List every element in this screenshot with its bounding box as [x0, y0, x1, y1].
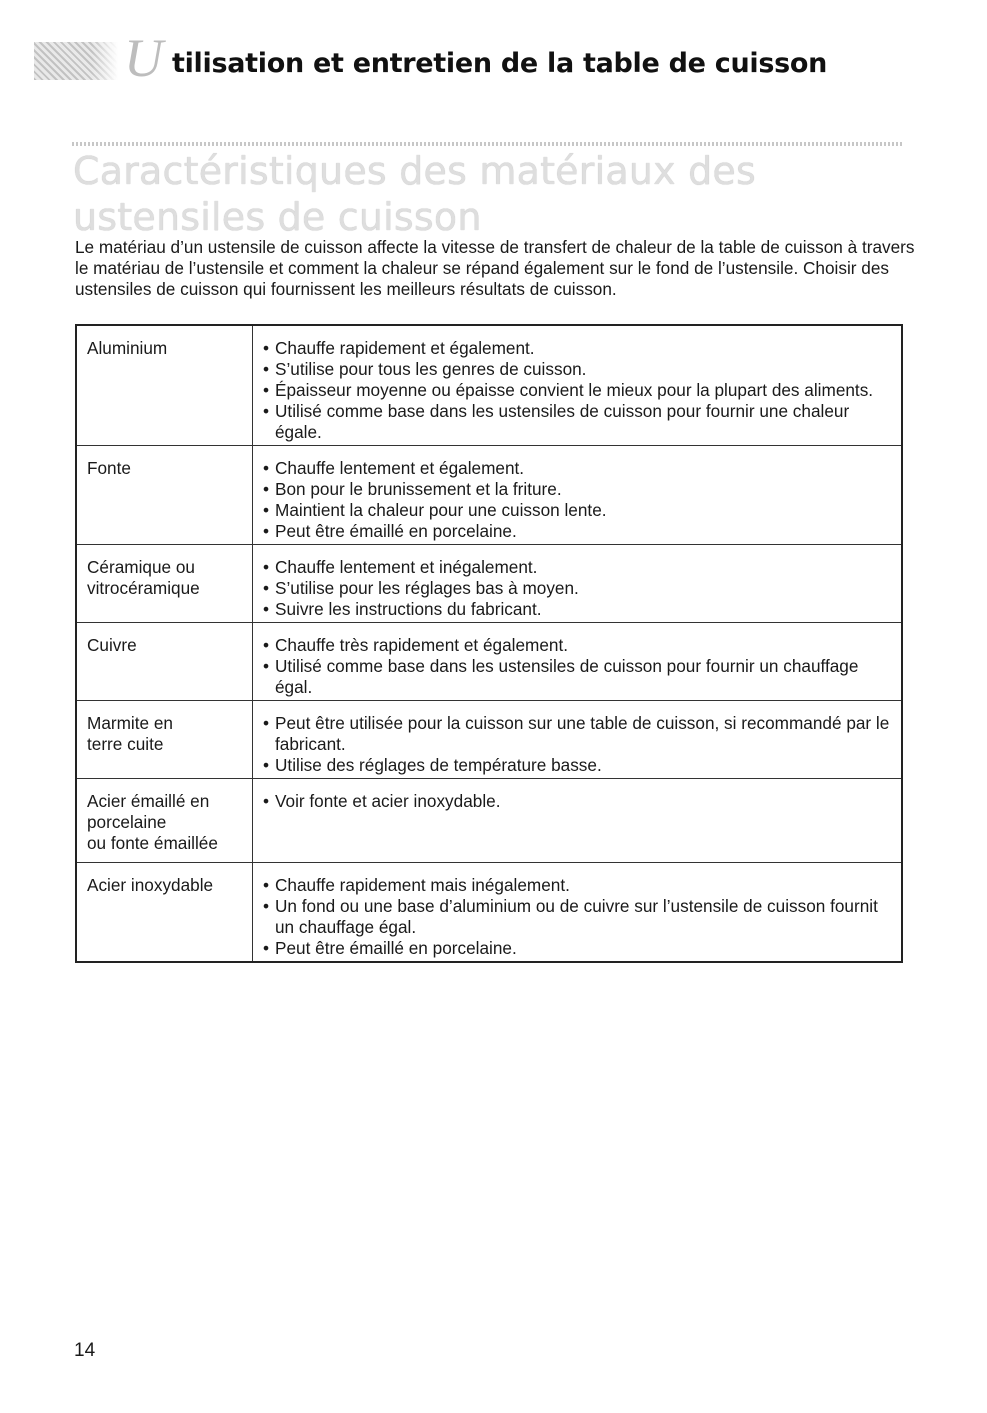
- material-name: Aluminium: [87, 338, 168, 358]
- property-item: • Peut être émaillé en porcelaine.: [263, 938, 895, 959]
- property-list: [263, 458, 895, 542]
- properties-cell: [253, 446, 903, 545]
- material-cell: [76, 325, 253, 446]
- cookware-materials-table: [75, 324, 903, 963]
- properties-cell: [253, 701, 903, 779]
- table-row: [76, 701, 902, 779]
- property-item: • Un fond ou une base d’aluminium ou de cuivre sur l’ustensile de cuisson fournit un chauffage égal.: [263, 896, 895, 938]
- property-item: • Voir fonte et acier inoxydable.: [263, 791, 895, 812]
- header-decorative-initial: U: [124, 28, 163, 88]
- table-row: [76, 779, 902, 863]
- table-row: [76, 863, 902, 963]
- property-list: [263, 791, 895, 812]
- page-number: 14: [74, 1340, 96, 1361]
- table-row: [76, 325, 902, 446]
- property-item: • Chauffe très rapidement et également.: [263, 635, 895, 656]
- property-list: [263, 635, 895, 698]
- property-item: • Chauffe lentement et inégalement.: [263, 557, 895, 578]
- property-item: • Peut être émaillé en porcelaine.: [263, 521, 895, 542]
- property-list: [263, 713, 895, 776]
- property-list: [263, 338, 895, 443]
- section-divider: [72, 142, 904, 146]
- material-name: Marmite en terre cuite: [87, 713, 173, 754]
- section-title: Caractéristiques des matériaux des ustensiles de cuisson: [73, 149, 756, 239]
- properties-cell: [253, 325, 903, 446]
- property-item: • S’utilise pour tous les genres de cuisson.: [263, 359, 895, 380]
- material-name: Céramique ou vitrocéramique: [87, 557, 200, 598]
- properties-cell: [253, 545, 903, 623]
- properties-cell: [253, 779, 903, 863]
- property-item: • Chauffe rapidement et également.: [263, 338, 895, 359]
- material-cell: [76, 545, 253, 623]
- page-title: tilisation et entretien de la table de cuisson: [172, 48, 828, 79]
- page-header: [34, 28, 934, 94]
- material-name: Acier émaillé en porcelaine ou fonte émaillée: [87, 791, 218, 853]
- properties-cell: [253, 863, 903, 963]
- property-item: • Chauffe lentement et également.: [263, 458, 895, 479]
- intro-paragraph: Le matériau d’un ustensile de cuisson affecte la vitesse de transfert de chaleur de la table de cuisson à travers le matériau de l’ustensile et comment la chaleur se répand également sur le fond de l’ustensile. Choisir des ustensiles de cuisson qui fournissent les meilleurs résultats de cuisson.: [75, 237, 915, 300]
- property-item: • Peut être utilisée pour la cuisson sur une table de cuisson, si recommandé par le fabricant.: [263, 713, 895, 755]
- material-cell: [76, 863, 253, 963]
- material-name: Fonte: [87, 458, 131, 478]
- material-cell: [76, 701, 253, 779]
- property-item: • Bon pour le brunissement et la friture.: [263, 479, 895, 500]
- property-item: • Suivre les instructions du fabricant.: [263, 599, 895, 620]
- material-name: Cuivre: [87, 635, 137, 655]
- header-ornament-image: [34, 42, 118, 80]
- property-item: • Utilise des réglages de température basse.: [263, 755, 895, 776]
- property-list: [263, 875, 895, 959]
- property-item: • Chauffe rapidement mais inégalement.: [263, 875, 895, 896]
- material-cell: [76, 446, 253, 545]
- property-item: • S’utilise pour les réglages bas à moyen.: [263, 578, 895, 599]
- material-name: Acier inoxydable: [87, 875, 214, 895]
- material-cell: [76, 779, 253, 863]
- property-item: • Épaisseur moyenne ou épaisse convient le mieux pour la plupart des aliments.: [263, 380, 895, 401]
- property-item: • Utilisé comme base dans les ustensiles de cuisson pour fournir un chauffage égal.: [263, 656, 895, 698]
- property-list: [263, 557, 895, 620]
- property-item: • Maintient la chaleur pour une cuisson lente.: [263, 500, 895, 521]
- properties-cell: [253, 623, 903, 701]
- table-row: [76, 446, 902, 545]
- material-cell: [76, 623, 253, 701]
- property-item: • Utilisé comme base dans les ustensiles de cuisson pour fournir une chaleur égale.: [263, 401, 895, 443]
- table-row: [76, 623, 902, 701]
- table-row: [76, 545, 902, 623]
